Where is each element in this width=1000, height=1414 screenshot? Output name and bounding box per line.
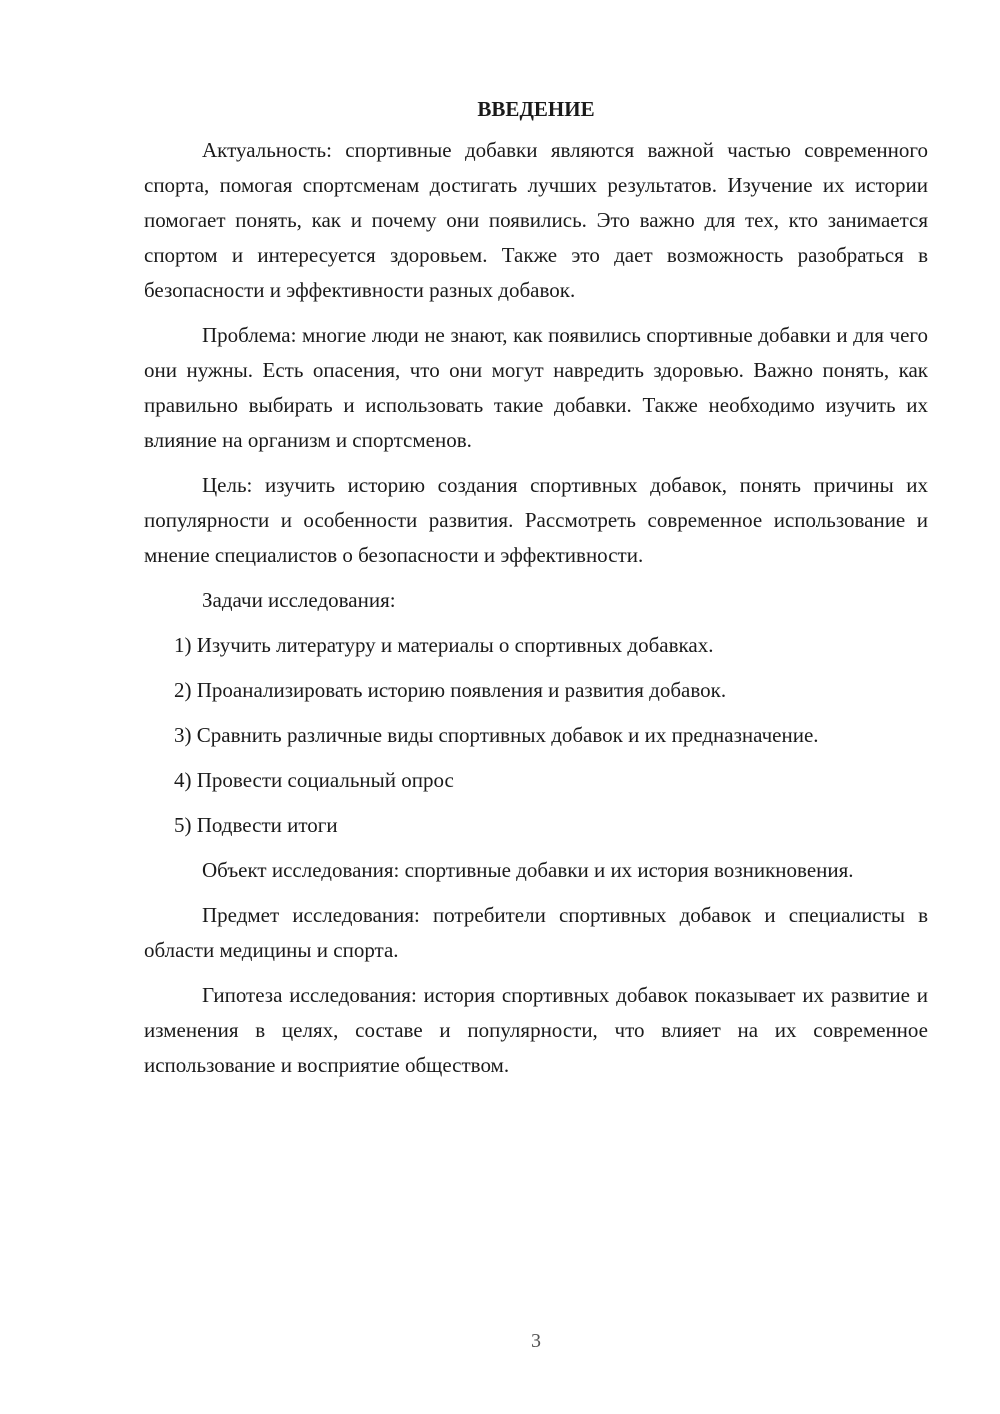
tasks-title: Задачи исследования:: [202, 588, 396, 612]
document-page: [144, 92, 928, 1093]
task-item-5: 5) Подвести итоги: [174, 813, 338, 837]
hypothesis-paragraph: Гипотеза исследования: история спортивных добавок показывает их развитие и изменения в целях, составе и популярности, что влияет на их современное использование и восприятие обществом.: [144, 983, 928, 1077]
relevance-paragraph: Актуальность: спортивные добавки являются важной частью современного спорта, помогая спортсменам достигать лучших результатов. Изучение их истории помогает понять, как и почему они появились. Это важно для тех, кто занимается спортом и интересуется здоровьем. Также это дает возможность разобраться в безопасности и эффективности разных добавок.: [144, 138, 928, 302]
task-item-4: 4) Провести социальный опрос: [174, 768, 454, 792]
task-item-2: 2) Проанализировать историю появления и развития добавок.: [174, 678, 727, 702]
page-number: 3: [531, 1330, 541, 1352]
task-item-3: 3) Сравнить различные виды спортивных добавок и их предназначение.: [174, 723, 819, 747]
subject-paragraph: Предмет исследования: потребители спортивных добавок и специалисты в области медицины и спорта.: [144, 903, 928, 962]
section-heading: ВВЕДЕНИЕ: [477, 97, 595, 121]
task-item-1: 1) Изучить литературу и материалы о спортивных добавках.: [174, 633, 714, 657]
object-paragraph: Объект исследования: спортивные добавки и их история возникновения.: [202, 858, 854, 882]
problem-paragraph: Проблема: многие люди не знают, как появились спортивные добавки и для чего они нужны. Есть опасения, что они могут навредить здоровью. Важно понять, как правильно выбирать и использовать такие добавки. Также необходимо изучить их влияние на организм и спортсменов.: [144, 323, 928, 452]
goal-paragraph: Цель: изучить историю создания спортивных добавок, понять причины их популярности и особенности развития. Рассмотреть современное использование и мнение специалистов о безопасности и эффективности.: [144, 473, 928, 567]
